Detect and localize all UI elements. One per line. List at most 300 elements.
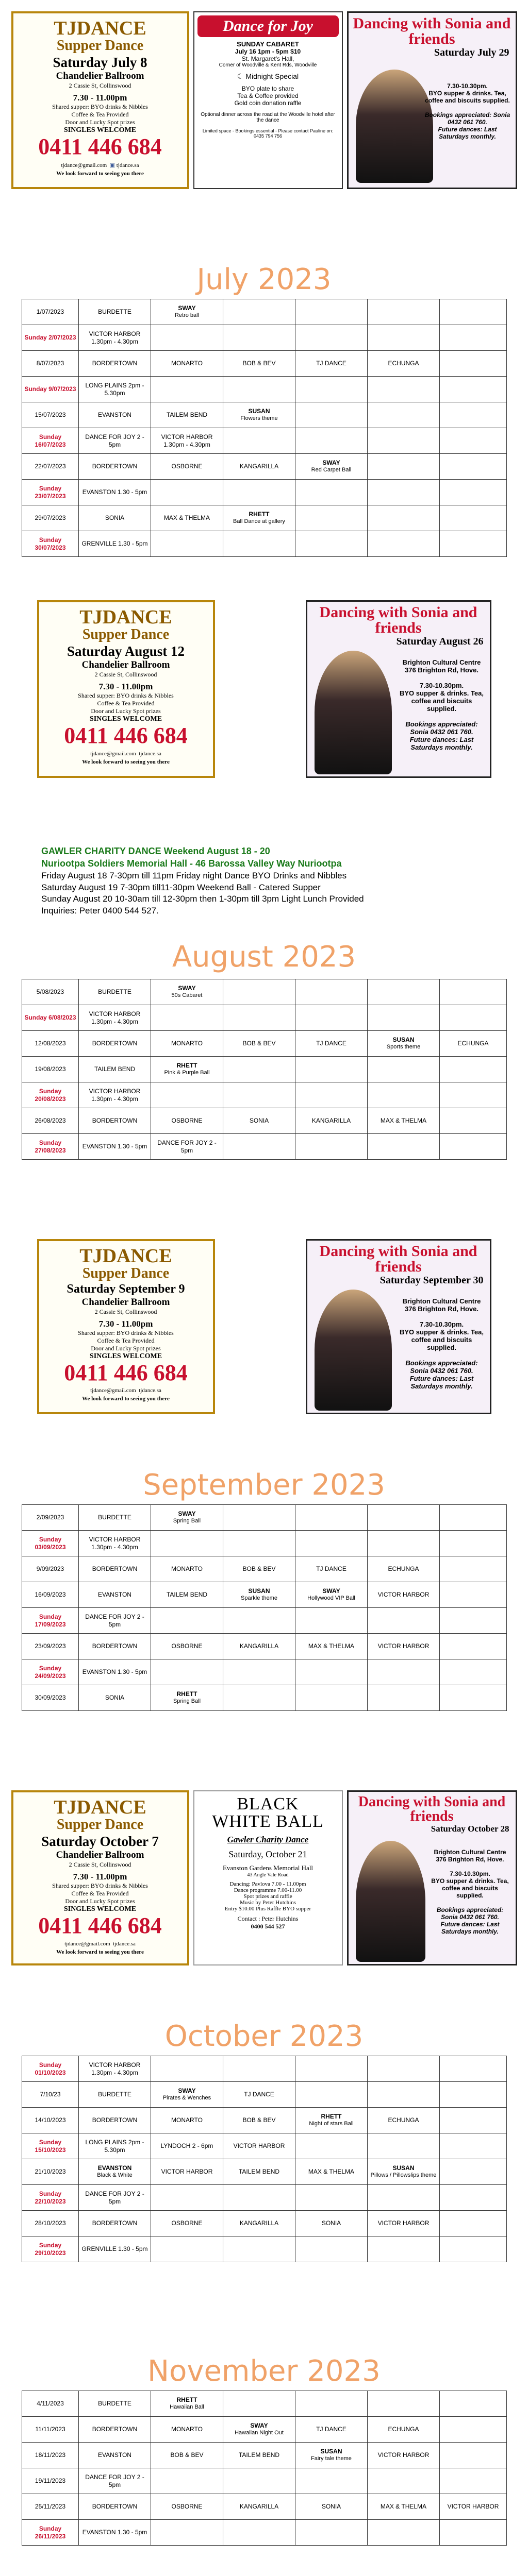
date-cell bbox=[22, 1031, 79, 1057]
event-cell bbox=[440, 1108, 507, 1134]
date-cell bbox=[22, 2159, 79, 2185]
event-cell bbox=[151, 402, 223, 428]
event-cell bbox=[79, 299, 151, 325]
event-name: BURDETTE bbox=[98, 1514, 131, 1521]
date-cell bbox=[22, 1505, 79, 1531]
event-cell bbox=[295, 2056, 368, 2082]
event-name: KANGARILLA bbox=[311, 1117, 351, 1124]
event-note: Flowers theme bbox=[240, 415, 278, 422]
date-cell bbox=[22, 2211, 79, 2236]
event-cell bbox=[295, 1005, 368, 1031]
event-cell bbox=[79, 402, 151, 428]
sonia-byo: BYO supper & drinks. Tea, coffee and biscuits supplied. bbox=[399, 1328, 484, 1351]
event-cell bbox=[295, 351, 368, 377]
event-name: MAX & THELMA bbox=[380, 2503, 427, 2510]
event-cell bbox=[440, 1582, 507, 1608]
date-label: Sunday 17/09/2023 bbox=[35, 1613, 66, 1628]
event-name: EVANSTON 1.30 - 5pm bbox=[82, 1668, 147, 1675]
event-cell bbox=[368, 2391, 440, 2417]
event-cell bbox=[79, 2520, 151, 2546]
event-name: BOB & BEV bbox=[242, 360, 276, 367]
calendar-row bbox=[22, 2494, 507, 2520]
event-cell bbox=[223, 2133, 295, 2159]
calendar-july bbox=[22, 299, 507, 557]
event-cell bbox=[368, 1556, 440, 1582]
date-label: 29/07/2023 bbox=[35, 514, 66, 521]
event-cell bbox=[295, 2108, 368, 2133]
event-name: SUSAN bbox=[392, 2164, 415, 2172]
event-cell bbox=[79, 1556, 151, 1582]
event-note: Hollywood VIP Ball bbox=[307, 1595, 355, 1602]
event-cell bbox=[223, 402, 295, 428]
event-cell bbox=[368, 2236, 440, 2262]
event-cell bbox=[368, 1659, 440, 1685]
event-name: RHETT bbox=[321, 2113, 342, 2121]
sonia-book: Bookings appreciated: Sonia 0432 061 760. bbox=[405, 720, 478, 736]
calendar-row bbox=[22, 2520, 507, 2546]
flyer-shared: Shared supper: BYO drinks & Nibbles bbox=[78, 1329, 174, 1336]
event-cell bbox=[295, 2494, 368, 2520]
event-cell bbox=[368, 2185, 440, 2211]
event-cell bbox=[368, 1582, 440, 1608]
event-cell bbox=[79, 2236, 151, 2262]
event-cell bbox=[295, 2443, 368, 2468]
flyer-subtitle: Supper Dance bbox=[82, 626, 170, 642]
date-label: 12/08/2023 bbox=[35, 1040, 66, 1047]
event-cell bbox=[79, 2185, 151, 2211]
sonia-future: Future dances: Last Saturdays monthly. bbox=[409, 736, 474, 751]
event-cell bbox=[223, 1108, 295, 1134]
event-cell bbox=[295, 1531, 368, 1556]
event-name: VICTOR HARBOR bbox=[377, 2451, 430, 2459]
calendar-row bbox=[22, 1031, 507, 1057]
event-cell bbox=[151, 1082, 223, 1108]
calendar-row bbox=[22, 2108, 507, 2133]
event-name: KANGARILLA bbox=[239, 463, 279, 470]
date-label: 18/11/2023 bbox=[35, 2451, 66, 2459]
event-cell bbox=[368, 299, 440, 325]
event-cell bbox=[79, 480, 151, 505]
calendar-row bbox=[22, 351, 507, 377]
event-name: BORDERTOWN bbox=[92, 1565, 138, 1572]
event-name: TAILEM BEND bbox=[238, 2168, 280, 2175]
event-name: VICTOR HARBOR bbox=[233, 2142, 285, 2149]
date-label: Sunday 24/09/2023 bbox=[35, 1664, 66, 1680]
event-name: KANGARILLA bbox=[239, 2219, 279, 2227]
event-name: SONIA bbox=[105, 1694, 125, 1701]
event-cell bbox=[295, 1634, 368, 1659]
dfj-line: St. Margaret's Hall, bbox=[241, 55, 294, 62]
event-name: KANGARILLA bbox=[239, 1642, 279, 1650]
event-name: DANCE FOR JOY 2 - 5pm bbox=[157, 1139, 217, 1154]
event-cell bbox=[223, 1057, 295, 1082]
event-cell bbox=[368, 1634, 440, 1659]
bwb-line: Entry $10.00 Plus Raffle BYO supper bbox=[224, 1906, 311, 1912]
date-label: Sunday 6/08/2023 bbox=[24, 1014, 76, 1021]
calendar-row bbox=[22, 480, 507, 505]
event-note: Spring Ball bbox=[173, 1518, 201, 1524]
october-ads bbox=[0, 1790, 528, 1965]
event-name: ECHUNGA bbox=[388, 2116, 419, 2124]
event-cell bbox=[151, 531, 223, 557]
event-cell bbox=[151, 1582, 223, 1608]
event-cell bbox=[295, 979, 368, 1005]
event-cell bbox=[151, 2133, 223, 2159]
event-cell bbox=[79, 2056, 151, 2082]
event-cell bbox=[295, 454, 368, 480]
event-cell bbox=[223, 351, 295, 377]
event-cell bbox=[295, 377, 368, 402]
event-name: SONIA bbox=[321, 2503, 341, 2510]
sonia-byo: BYO supper & drinks. Tea, coffee and biscuits supplied. bbox=[399, 689, 484, 713]
event-note: Hawaiian Ball bbox=[170, 2404, 204, 2411]
event-cell bbox=[79, 2417, 151, 2443]
date-label: 2/09/2023 bbox=[36, 1514, 64, 1521]
event-cell bbox=[295, 1685, 368, 1711]
event-cell bbox=[295, 2417, 368, 2443]
event-cell bbox=[79, 2159, 151, 2185]
event-note: Ball Dance at gallery bbox=[233, 518, 285, 525]
event-name: TJ DANCE bbox=[316, 1565, 346, 1572]
flyer-phone: 0411 446 684 bbox=[64, 1360, 188, 1385]
date-cell bbox=[22, 1608, 79, 1634]
bwb-title: BLACK WHITE BALL bbox=[212, 1794, 324, 1831]
flyer-singles: SINGLES WELCOME bbox=[89, 1352, 162, 1360]
sonia-book: Bookings appreciated: Sonia 0432 061 760. bbox=[436, 1906, 504, 1921]
event-note: 50s Cabaret bbox=[171, 992, 203, 999]
event-name: OSBORNE bbox=[171, 2219, 203, 2227]
event-note: Spring Ball bbox=[173, 1698, 201, 1705]
event-cell bbox=[79, 454, 151, 480]
event-note: Black & White bbox=[97, 2172, 133, 2179]
date-label: 15/07/2023 bbox=[35, 411, 66, 418]
event-name: EVANSTON 1.30 - 5pm bbox=[82, 488, 147, 496]
event-name: LONG PLAINS 2pm - 5.30pm bbox=[85, 381, 144, 397]
event-cell bbox=[368, 1031, 440, 1057]
event-name: OSBORNE bbox=[171, 1117, 203, 1124]
sonia-venue: Brighton Cultural Centre 376 Brighton Rd, Hove. bbox=[402, 1297, 481, 1313]
flyer-singles: SINGLES WELCOME bbox=[89, 715, 162, 723]
event-cell bbox=[368, 2108, 440, 2133]
event-name: BORDERTOWN bbox=[92, 463, 138, 470]
calendar-row bbox=[22, 1556, 507, 1582]
event-cell bbox=[79, 1108, 151, 1134]
event-cell bbox=[151, 2236, 223, 2262]
event-cell bbox=[151, 2443, 223, 2468]
flyer-venue: Chandelier Ballroom bbox=[56, 71, 144, 82]
event-cell bbox=[295, 505, 368, 531]
date-cell bbox=[22, 454, 79, 480]
calendar-row bbox=[22, 2211, 507, 2236]
event-cell bbox=[223, 505, 295, 531]
tj-dance-flyer bbox=[37, 600, 215, 778]
sonia-flyer bbox=[306, 600, 491, 778]
event-name: OSBORNE bbox=[171, 463, 203, 470]
flyer-welcome: We look forward to seeing you there bbox=[82, 758, 170, 765]
event-cell bbox=[368, 1005, 440, 1031]
flyer-phone: 0411 446 684 bbox=[38, 1913, 162, 1939]
event-cell bbox=[295, 1082, 368, 1108]
event-cell bbox=[79, 2391, 151, 2417]
event-cell bbox=[151, 1659, 223, 1685]
date-label: 4/11/2023 bbox=[37, 2400, 64, 2407]
event-cell bbox=[223, 2236, 295, 2262]
event-cell bbox=[368, 2417, 440, 2443]
event-cell bbox=[368, 1108, 440, 1134]
event-cell bbox=[151, 2082, 223, 2108]
dancer-image bbox=[315, 1290, 392, 1411]
event-cell bbox=[368, 979, 440, 1005]
event-name: EVANSTON 1.30 - 5pm bbox=[82, 2529, 147, 2536]
event-name: EVANSTON bbox=[98, 1591, 131, 1598]
date-cell bbox=[22, 2520, 79, 2546]
calendar-october bbox=[22, 2056, 507, 2262]
event-cell bbox=[223, 2417, 295, 2443]
bwb-line: Dancing: Pavlova 7.00 - 11.00pm bbox=[229, 1881, 306, 1887]
sonia-info bbox=[424, 82, 512, 140]
flyer-subtitle: Supper Dance bbox=[56, 38, 144, 54]
event-name: SUSAN bbox=[248, 408, 270, 415]
event-name: SWAY bbox=[322, 1587, 340, 1595]
event-name: BURDETTE bbox=[98, 2091, 131, 2098]
event-cell bbox=[368, 454, 440, 480]
event-cell bbox=[151, 2520, 223, 2546]
event-name: BOB & BEV bbox=[242, 1040, 276, 1047]
flyer-time: 7.30 - 11.00pm bbox=[73, 1872, 127, 1882]
event-cell bbox=[368, 2468, 440, 2494]
event-cell bbox=[440, 1659, 507, 1685]
event-name: SONIA bbox=[321, 2219, 341, 2227]
event-name: BORDERTOWN bbox=[92, 2219, 138, 2227]
flyer-coffee: Coffee & Tea Provided bbox=[71, 111, 129, 118]
event-name: TAILEM BEND bbox=[166, 411, 208, 418]
flyer-coffee: Coffee & Tea Provided bbox=[97, 1336, 155, 1344]
sonia-flyer bbox=[306, 1239, 491, 1414]
event-name: TJ DANCE bbox=[316, 360, 346, 367]
date-label: 19/11/2023 bbox=[35, 2477, 66, 2484]
event-cell bbox=[151, 2159, 223, 2185]
event-cell bbox=[223, 1582, 295, 1608]
event-name: EVANSTON bbox=[98, 2451, 131, 2459]
calendar-row bbox=[22, 1659, 507, 1685]
event-name: DANCE FOR JOY 2 - 5pm bbox=[85, 2190, 144, 2205]
event-cell bbox=[151, 1531, 223, 1556]
event-cell bbox=[440, 1685, 507, 1711]
event-cell bbox=[440, 2159, 507, 2185]
flyer-contact: tjdance@gmail.com tjdance.sa bbox=[64, 1940, 136, 1947]
date-label: 30/09/2023 bbox=[35, 1694, 66, 1701]
event-name: MAX & THELMA bbox=[380, 1117, 427, 1124]
flyer-subtitle: Supper Dance bbox=[56, 1817, 144, 1833]
flyer-door: Door and Lucky Spot prizes bbox=[91, 1344, 161, 1352]
date-label: 16/09/2023 bbox=[35, 1591, 66, 1598]
event-name: SUSAN bbox=[248, 1587, 270, 1595]
event-cell bbox=[440, 1505, 507, 1531]
event-cell bbox=[368, 1505, 440, 1531]
event-cell bbox=[368, 531, 440, 557]
tj-logo: TJDANCE bbox=[54, 18, 146, 39]
event-name: MONARTO bbox=[171, 1040, 203, 1047]
event-cell bbox=[440, 2236, 507, 2262]
calendar-row bbox=[22, 2236, 507, 2262]
event-name: KANGARILLA bbox=[239, 2503, 279, 2510]
event-name: BOB & BEV bbox=[170, 2451, 204, 2459]
calendar-row bbox=[22, 2417, 507, 2443]
bwb-date: Saturday, October 21 bbox=[228, 1849, 307, 1859]
event-cell bbox=[151, 2211, 223, 2236]
sonia-time: 7.30-10.30pm. bbox=[419, 682, 464, 689]
event-cell bbox=[151, 1057, 223, 1082]
event-cell bbox=[440, 1134, 507, 1160]
sonia-venue: Brighton Cultural Centre 376 Brighton Rd, Hove. bbox=[434, 1849, 506, 1863]
bwb-address: 43 Angle Vale Road bbox=[247, 1872, 289, 1878]
event-cell bbox=[295, 2185, 368, 2211]
event-name: BORDERTOWN bbox=[92, 2426, 138, 2433]
event-cell bbox=[79, 1531, 151, 1556]
flyer-phone: 0411 446 684 bbox=[38, 134, 162, 160]
event-name: DANCE FOR JOY 2 - 5pm bbox=[85, 1613, 144, 1628]
event-cell bbox=[223, 1005, 295, 1031]
event-cell bbox=[79, 2211, 151, 2236]
event-name: VICTOR HARBOR bbox=[377, 1591, 430, 1598]
calendar-november bbox=[22, 2391, 507, 2546]
event-cell bbox=[223, 2468, 295, 2494]
dancer-image bbox=[315, 651, 392, 774]
tj-dance-flyer bbox=[37, 1239, 215, 1414]
calendar-row bbox=[22, 1582, 507, 1608]
event-cell bbox=[223, 1082, 295, 1108]
flyer-welcome: We look forward to seeing you there bbox=[56, 170, 144, 177]
event-cell bbox=[440, 2417, 507, 2443]
event-name: BURDETTE bbox=[98, 988, 131, 995]
event-name: MAX & THELMA bbox=[163, 514, 210, 521]
event-cell bbox=[151, 299, 223, 325]
calendar-row bbox=[22, 1505, 507, 1531]
dfj-line: Limited space - Bookings essential - Please contact Pauline on: 0435 794 756 bbox=[202, 128, 334, 139]
sonia-future: Future dances: Last Saturdays monthly. bbox=[409, 1375, 474, 1390]
event-name: OSBORNE bbox=[171, 2503, 203, 2510]
gawler-line: Saturday August 19 7-30pm till11-30pm Weekend Ball - Catered Supper bbox=[41, 882, 321, 892]
event-cell bbox=[151, 1634, 223, 1659]
event-cell bbox=[440, 1634, 507, 1659]
event-cell bbox=[368, 428, 440, 454]
date-label: Sunday 20/08/2023 bbox=[35, 1087, 66, 1103]
event-cell bbox=[151, 505, 223, 531]
flyer-venue: Chandelier Ballroom bbox=[81, 659, 170, 671]
event-cell bbox=[440, 480, 507, 505]
event-cell bbox=[440, 299, 507, 325]
event-cell bbox=[79, 1505, 151, 1531]
sonia-heading: Dancing with Sonia and friends bbox=[358, 1794, 506, 1824]
event-cell bbox=[295, 531, 368, 557]
moon-icon: ☾ bbox=[237, 72, 244, 80]
event-cell bbox=[223, 2494, 295, 2520]
flyer-time: 7.30 - 11.00pm bbox=[98, 682, 153, 692]
bwb-venue: Evanston Gardens Memorial Hall bbox=[222, 1864, 314, 1872]
event-name: SUSAN bbox=[320, 2448, 342, 2455]
event-cell bbox=[440, 1608, 507, 1634]
event-cell bbox=[368, 1082, 440, 1108]
calendar-row bbox=[22, 2443, 507, 2468]
event-name: BURDETTE bbox=[98, 2400, 131, 2407]
date-cell bbox=[22, 2443, 79, 2468]
event-name: SWAY bbox=[178, 1510, 196, 1518]
event-cell bbox=[368, 325, 440, 351]
event-note: Red Carpet Ball bbox=[311, 467, 352, 473]
event-name: TAILEM BEND bbox=[238, 2451, 280, 2459]
date-label: Sunday 26/11/2023 bbox=[35, 2524, 66, 2540]
sonia-date: Saturday July 29 bbox=[434, 47, 509, 58]
flyer-address: 2 Cassie St, Collinswood bbox=[94, 671, 157, 679]
event-cell bbox=[440, 1057, 507, 1082]
gawler-notice bbox=[41, 845, 364, 917]
event-name: BORDERTOWN bbox=[92, 2503, 138, 2510]
event-name: SWAY bbox=[178, 304, 196, 312]
event-name: VICTOR HARBOR bbox=[377, 2219, 430, 2227]
event-cell bbox=[79, 979, 151, 1005]
sonia-date: Saturday September 30 bbox=[380, 1275, 484, 1286]
sonia-time: 7.30-10.30pm. bbox=[450, 1870, 490, 1877]
event-cell bbox=[223, 2443, 295, 2468]
date-cell bbox=[22, 531, 79, 557]
flyer-time: 7.30 - 11.00pm bbox=[73, 93, 127, 103]
calendar-september bbox=[22, 1504, 507, 1711]
flyer-date: Saturday September 9 bbox=[67, 1282, 185, 1296]
sonia-date: Saturday October 28 bbox=[431, 1824, 509, 1834]
date-cell bbox=[22, 402, 79, 428]
calendar-row bbox=[22, 979, 507, 1005]
sonia-book: Bookings appreciated: Sonia 0432 061 760. bbox=[405, 1359, 478, 1375]
event-cell bbox=[295, 1108, 368, 1134]
event-name: EVANSTON bbox=[97, 2164, 132, 2172]
flyer-shared: Shared supper: BYO drinks & Nibbles bbox=[78, 692, 174, 700]
event-cell bbox=[151, 1108, 223, 1134]
date-cell bbox=[22, 505, 79, 531]
event-cell bbox=[368, 1608, 440, 1634]
calendar-row bbox=[22, 2133, 507, 2159]
date-cell bbox=[22, 325, 79, 351]
event-cell bbox=[223, 1031, 295, 1057]
event-cell bbox=[79, 1057, 151, 1082]
event-cell bbox=[151, 1505, 223, 1531]
event-cell bbox=[223, 2108, 295, 2133]
calendar-row bbox=[22, 1005, 507, 1031]
event-cell bbox=[295, 2468, 368, 2494]
dancer-image bbox=[356, 1841, 425, 1962]
july-ads bbox=[0, 11, 528, 189]
date-label: 26/08/2023 bbox=[35, 1117, 66, 1124]
event-name: RHETT bbox=[176, 2396, 197, 2404]
date-cell bbox=[22, 2082, 79, 2108]
event-name: BORDERTOWN bbox=[92, 1642, 138, 1650]
gawler-line: Friday August 18 7-30pm till 11pm Friday night Dance BYO Drinks and Nibbles bbox=[41, 870, 347, 880]
event-cell bbox=[295, 1582, 368, 1608]
date-label: 5/08/2023 bbox=[36, 988, 64, 995]
event-name: TAILEM BEND bbox=[166, 1591, 208, 1598]
event-cell bbox=[295, 1659, 368, 1685]
event-cell bbox=[440, 428, 507, 454]
event-cell bbox=[223, 1608, 295, 1634]
event-cell bbox=[151, 2185, 223, 2211]
event-name: TJ DANCE bbox=[244, 2091, 274, 2098]
date-label: 14/10/2023 bbox=[35, 2116, 66, 2124]
event-cell bbox=[295, 299, 368, 325]
event-cell bbox=[151, 2494, 223, 2520]
calendar-row bbox=[22, 1685, 507, 1711]
flyer-welcome: We look forward to seeing you there bbox=[82, 1395, 170, 1402]
calendar-row bbox=[22, 531, 507, 557]
event-cell bbox=[440, 2468, 507, 2494]
